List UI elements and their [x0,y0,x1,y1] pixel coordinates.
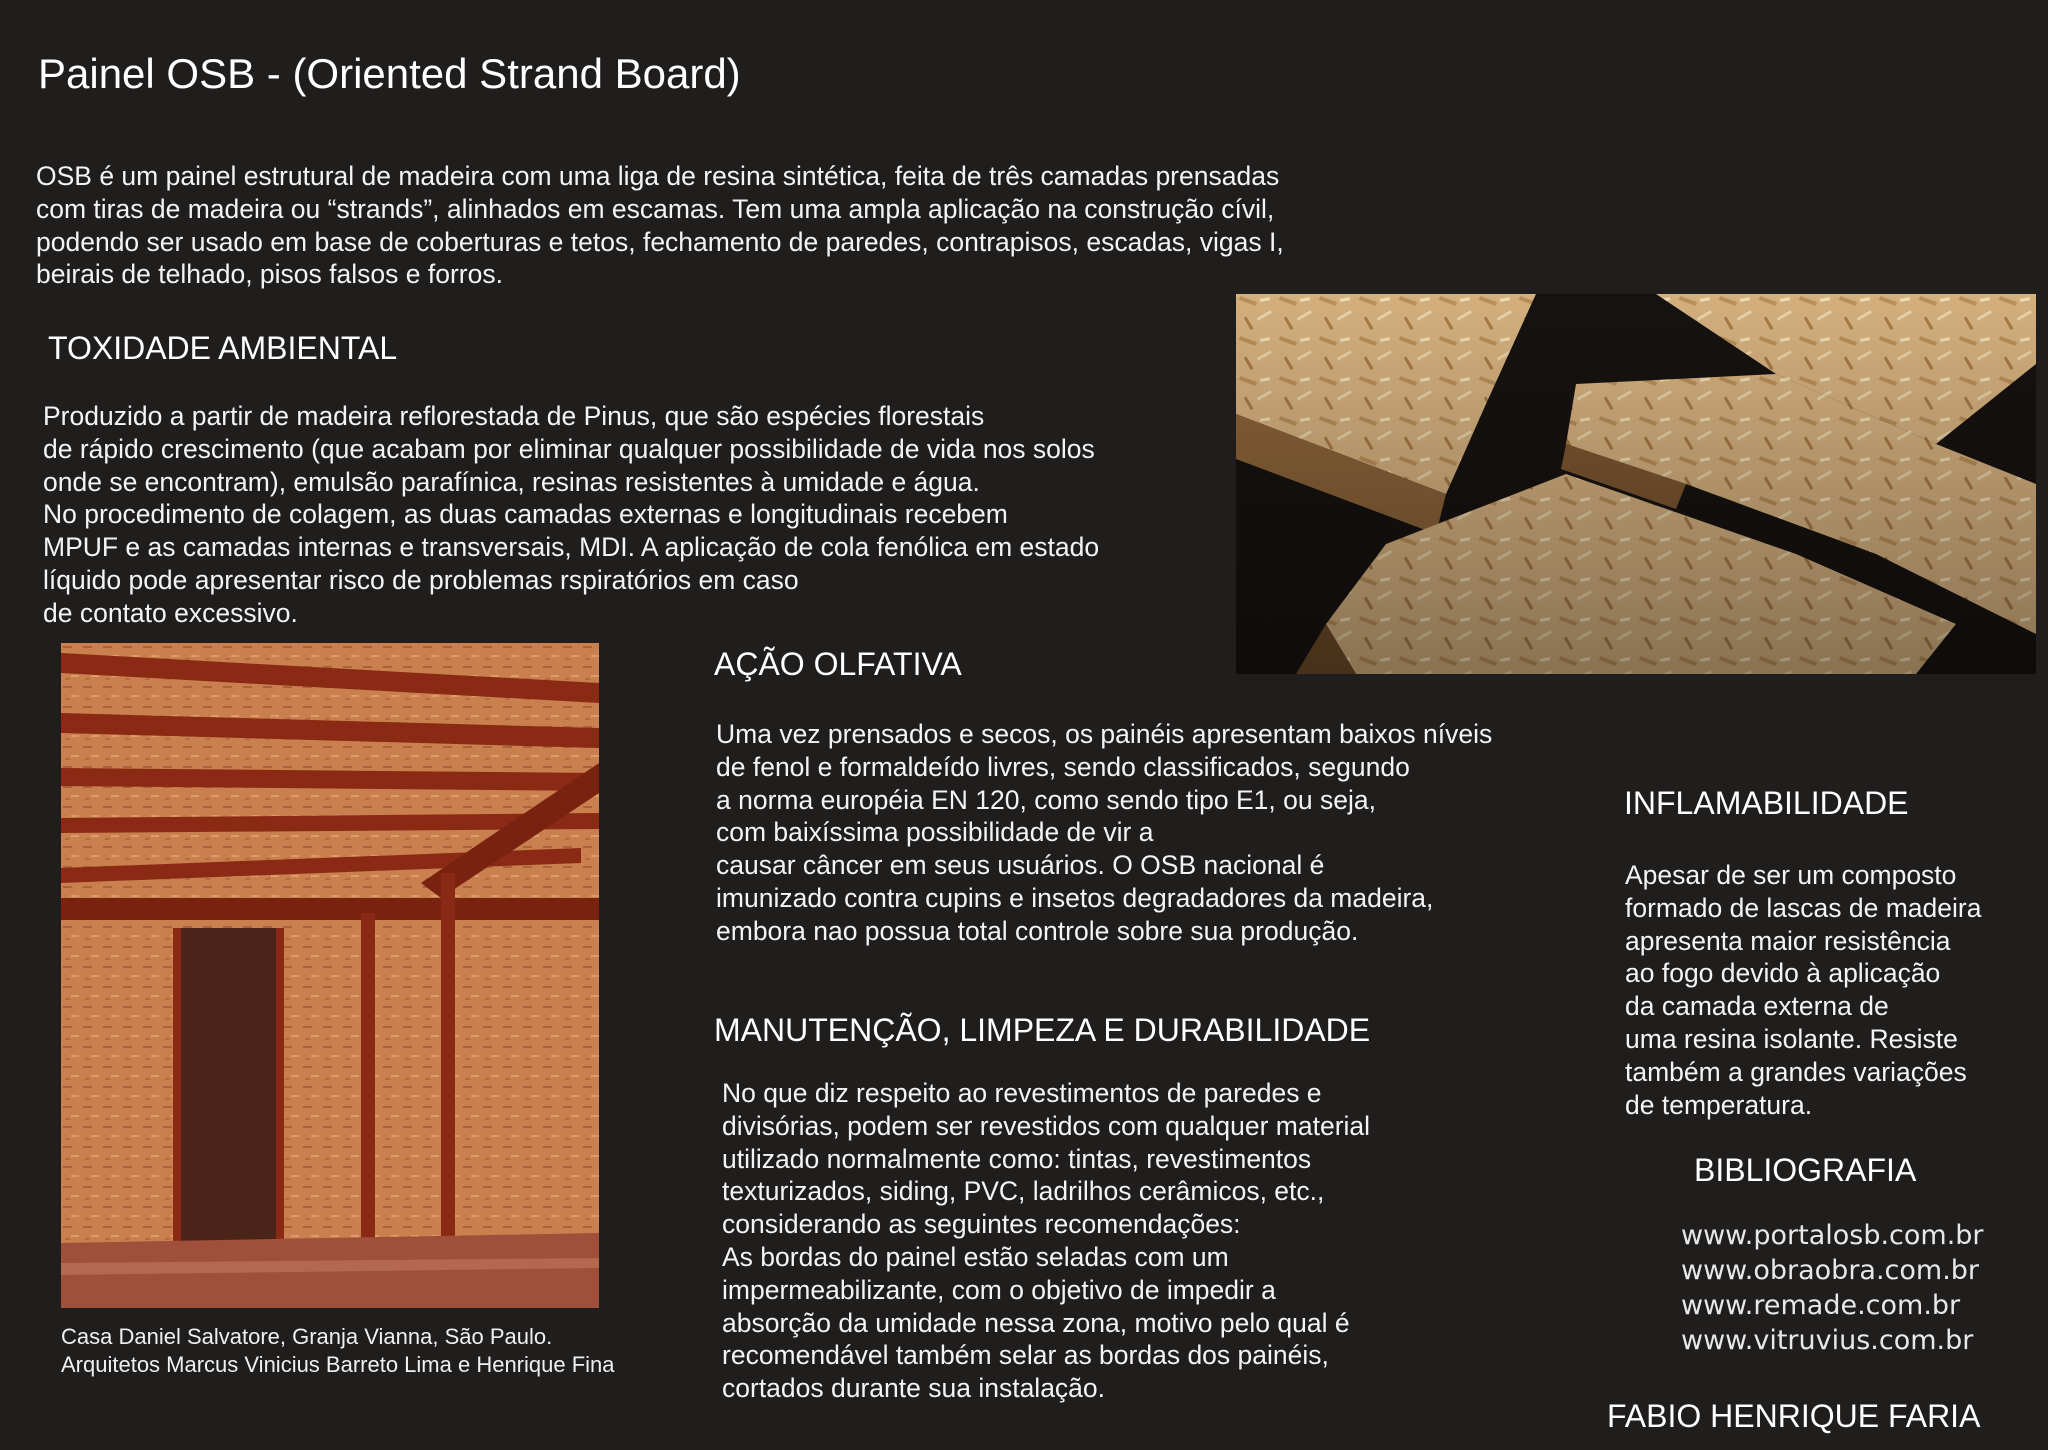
reference-link: www.remade.com.br [1681,1290,1961,1321]
bibliografia-heading: BIBLIOGRAFIA [1694,1152,1917,1188]
inflamabilidade-line: ao fogo devido à aplicação [1625,958,1941,989]
manutencao-line: As bordas do painel estão seladas com um [722,1241,1229,1272]
manutencao-line: absorção da umidade nessa zona, motivo pelo qual é [722,1307,1350,1338]
interior-photo [61,643,599,1308]
caption-line: Arquitetos Marcus Vinicius Barreto Lima e Henrique Fina [61,1352,615,1377]
osb-boards-photo [1236,294,2036,674]
toxidade-line: MPUF e as camadas internas e transversais, MDI. A aplicação de cola fenólica em estado [43,532,1100,563]
inflamabilidade-line: também a grandes variações [1625,1056,1967,1087]
intro-line: podendo ser usado em base de coberturas e tetos, fechamento de paredes, contrapisos, escadas, vigas I, [36,226,1284,257]
acao-line: Uma vez prensados e secos, os painéis apresentam baixos níveis [716,719,1493,749]
inflamabilidade-line: de temperatura. [1625,1089,1813,1120]
toxidade-heading: TOXIDADE AMBIENTAL [48,330,398,366]
toxidade-paragraph [43,400,1203,630]
author-name: FABIO HENRIQUE FARIA [1607,1398,1981,1434]
photo-caption [61,1323,615,1379]
reference-link: www.obraobra.com.br [1681,1255,1980,1286]
inflamabilidade-line: apresenta maior resistência [1625,925,1951,956]
page-title: Painel OSB - (Oriented Strand Board) [38,50,741,97]
manutencao-paragraph [722,1077,1566,1405]
reference-link: www.vitruvius.com.br [1681,1325,1974,1356]
toxidade-line: de contato excessivo. [43,597,298,628]
manutencao-line: divisórias, podem ser revestidos com qualquer material [722,1110,1371,1141]
inflamabilidade-line: Apesar de ser um composto [1625,860,1957,890]
inflamabilidade-paragraph [1625,859,2017,1121]
manutencao-line: cortados durante sua instalação. [722,1373,1106,1404]
manutencao-line: utilizado normalmente como: tintas, revestimentos [722,1143,1312,1174]
toxidade-line: líquido pode apresentar risco de problemas rspiratórios em caso [43,564,799,595]
manutencao-line: texturizados, siding, PVC, ladrilhos cerâmicos, etc., [722,1176,1325,1207]
intro-paragraph [36,160,1376,291]
manutencao-heading: MANUTENÇÃO, LIMPEZA E DURABILIDADE [714,1012,1371,1048]
toxidade-line: No procedimento de colagem, as duas camadas externas e longitudinais recebem [43,499,1008,530]
acao-line: a norma européia EN 120, como sendo tipo E1, ou seja, [716,784,1376,815]
intro-line: com tiras de madeira ou “strands”, alinhados em escamas. Tem uma ampla aplicação na construção cívil, [36,193,1275,224]
acao-paragraph [716,718,1548,948]
inflamabilidade-heading: INFLAMABILIDADE [1624,785,1909,821]
caption-line: Casa Daniel Salvatore, Granja Vianna, São Paulo. [61,1324,553,1349]
manutencao-line: impermeabilizante, com o objetivo de impedir a [722,1274,1276,1305]
manutencao-line: No que diz respeito ao revestimentos de paredes e [722,1078,1322,1108]
inflamabilidade-line: formado de lascas de madeira [1625,892,1982,923]
acao-line: com baixíssima possibilidade de vir a [716,817,1154,848]
acao-line: de fenol e formaldeído livres, sendo classificados, segundo [716,751,1410,782]
intro-line: beirais de telhado, pisos falsos e forros. [36,259,503,290]
acao-line: causar câncer em seus usuários. O OSB nacional é [716,850,1325,881]
toxidade-line: Produzido a partir de madeira reflorestada de Pinus, que são espécies florestais [43,401,985,431]
intro-line: OSB é um painel estrutural de madeira com uma liga de resina sintética, feita de três camadas prensadas [36,161,1280,191]
acao-line: imunizado contra cupins e insetos degradadores da madeira, [716,882,1434,913]
acao-line: embora nao possua total controle sobre sua produção. [716,915,1359,946]
bibliografia-list [1681,1218,1984,1358]
toxidade-line: de rápido crescimento (que acabam por eliminar qualquer possibilidade de vida nos solos [43,433,1095,464]
acao-heading: AÇÃO OLFATIVA [714,646,962,682]
toxidade-line: onde se encontram), emulsão parafínica, resinas resistentes à umidade e água. [43,466,980,497]
reference-link: www.portalosb.com.br [1681,1220,1984,1251]
inflamabilidade-line: da camada externa de [1625,991,1889,1022]
manutencao-line: recomendável também selar as bordas dos painéis, [722,1340,1329,1371]
inflamabilidade-line: uma resina isolante. Resiste [1625,1023,1958,1054]
manutencao-line: considerando as seguintes recomendações: [722,1209,1241,1240]
